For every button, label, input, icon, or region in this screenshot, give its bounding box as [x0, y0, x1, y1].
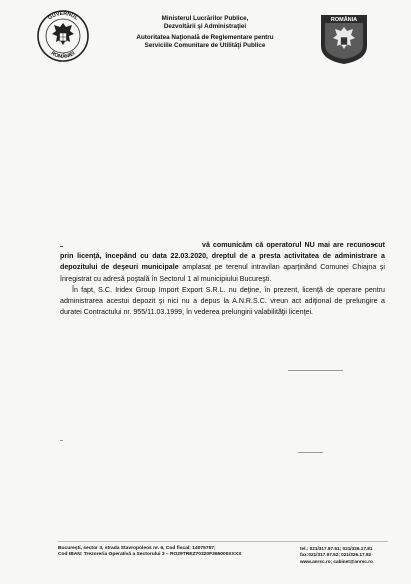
letter-body: [60, 240, 385, 318]
scan-mark: [288, 370, 343, 371]
ministry-name-line-1: Ministerul Lucrărilor Publice,: [161, 15, 249, 22]
footer-fax: fax:021/317.97.52; 021/326.17.82: [300, 552, 372, 558]
paragraph-facts: [60, 285, 385, 319]
scan-mark: [298, 452, 323, 453]
footer-web: www.anrsc.ro; cabinet@anrsc.ro: [300, 558, 373, 564]
logo-top-text: ROMÂNIA: [330, 17, 358, 23]
footer-contact-block: [300, 546, 400, 565]
footer-address: Bucureşti, sector 3, strada Stavropoleos nr. 6, Cod fiscal: 14075757;: [58, 546, 216, 551]
bold-intro: vă comunicăm că operatorul NU mai are: [202, 241, 344, 249]
seal-ring-bottom-text: ROMÂNIEI: [49, 50, 77, 61]
coat-of-arms-logo-icon: [318, 12, 370, 66]
government-seal-icon: [36, 9, 90, 63]
footer-address-block: [58, 546, 288, 559]
footer-divider: [58, 541, 388, 542]
bold-license-statement: recunoscut prin licenţă, începând cu data 22.03.2020, dreptul de a presta activitatea de administrare a depozitului de deşeuri municipale: [60, 241, 385, 272]
paragraph-operator-status: [60, 240, 385, 285]
authority-name-line-1: Autoritatea Naţională de Reglementare pentru: [136, 34, 274, 42]
scan-mark: [60, 440, 63, 441]
svg-text:GUVERNUL: [47, 11, 79, 22]
authority-name-line-2: Serviciile Comunitare de Utilităţi Publice: [144, 41, 266, 49]
paragraph-facts-text: În fapt, S.C. Iridex Group Import Export S.R.L. nu deţine, în prezent, licenţă de operare pentru administrarea acestui depozit şi nici nu a depus la A.N.R.S.C. vreun act adiţional de prelungire a duratei Contractului nr. 955/11.03.1999, în vederea prelungirii valabilităţii licenţei.: [60, 285, 385, 317]
ministry-name-line-2: Dezvoltării şi Administraţiei: [163, 22, 247, 30]
issuer-header: [110, 15, 300, 49]
seal-ring-top-text: GUVERNUL: [47, 10, 79, 22]
footer-tel: tel.: 021/317.97.51; 021/326.17.81: [300, 546, 373, 551]
paragraph-rest: amplasat pe terenul intravilan aparţinând Comunei Chiajna şi înregistrat cu adresă poştală în Sectorul 1 al municipiului Bucureşti.: [60, 263, 385, 283]
footer-iban: Cod IBAN: Trezoreria Operativă a Sectorului 3 – RO29TREZ70320F365000XXXX: [58, 552, 242, 558]
